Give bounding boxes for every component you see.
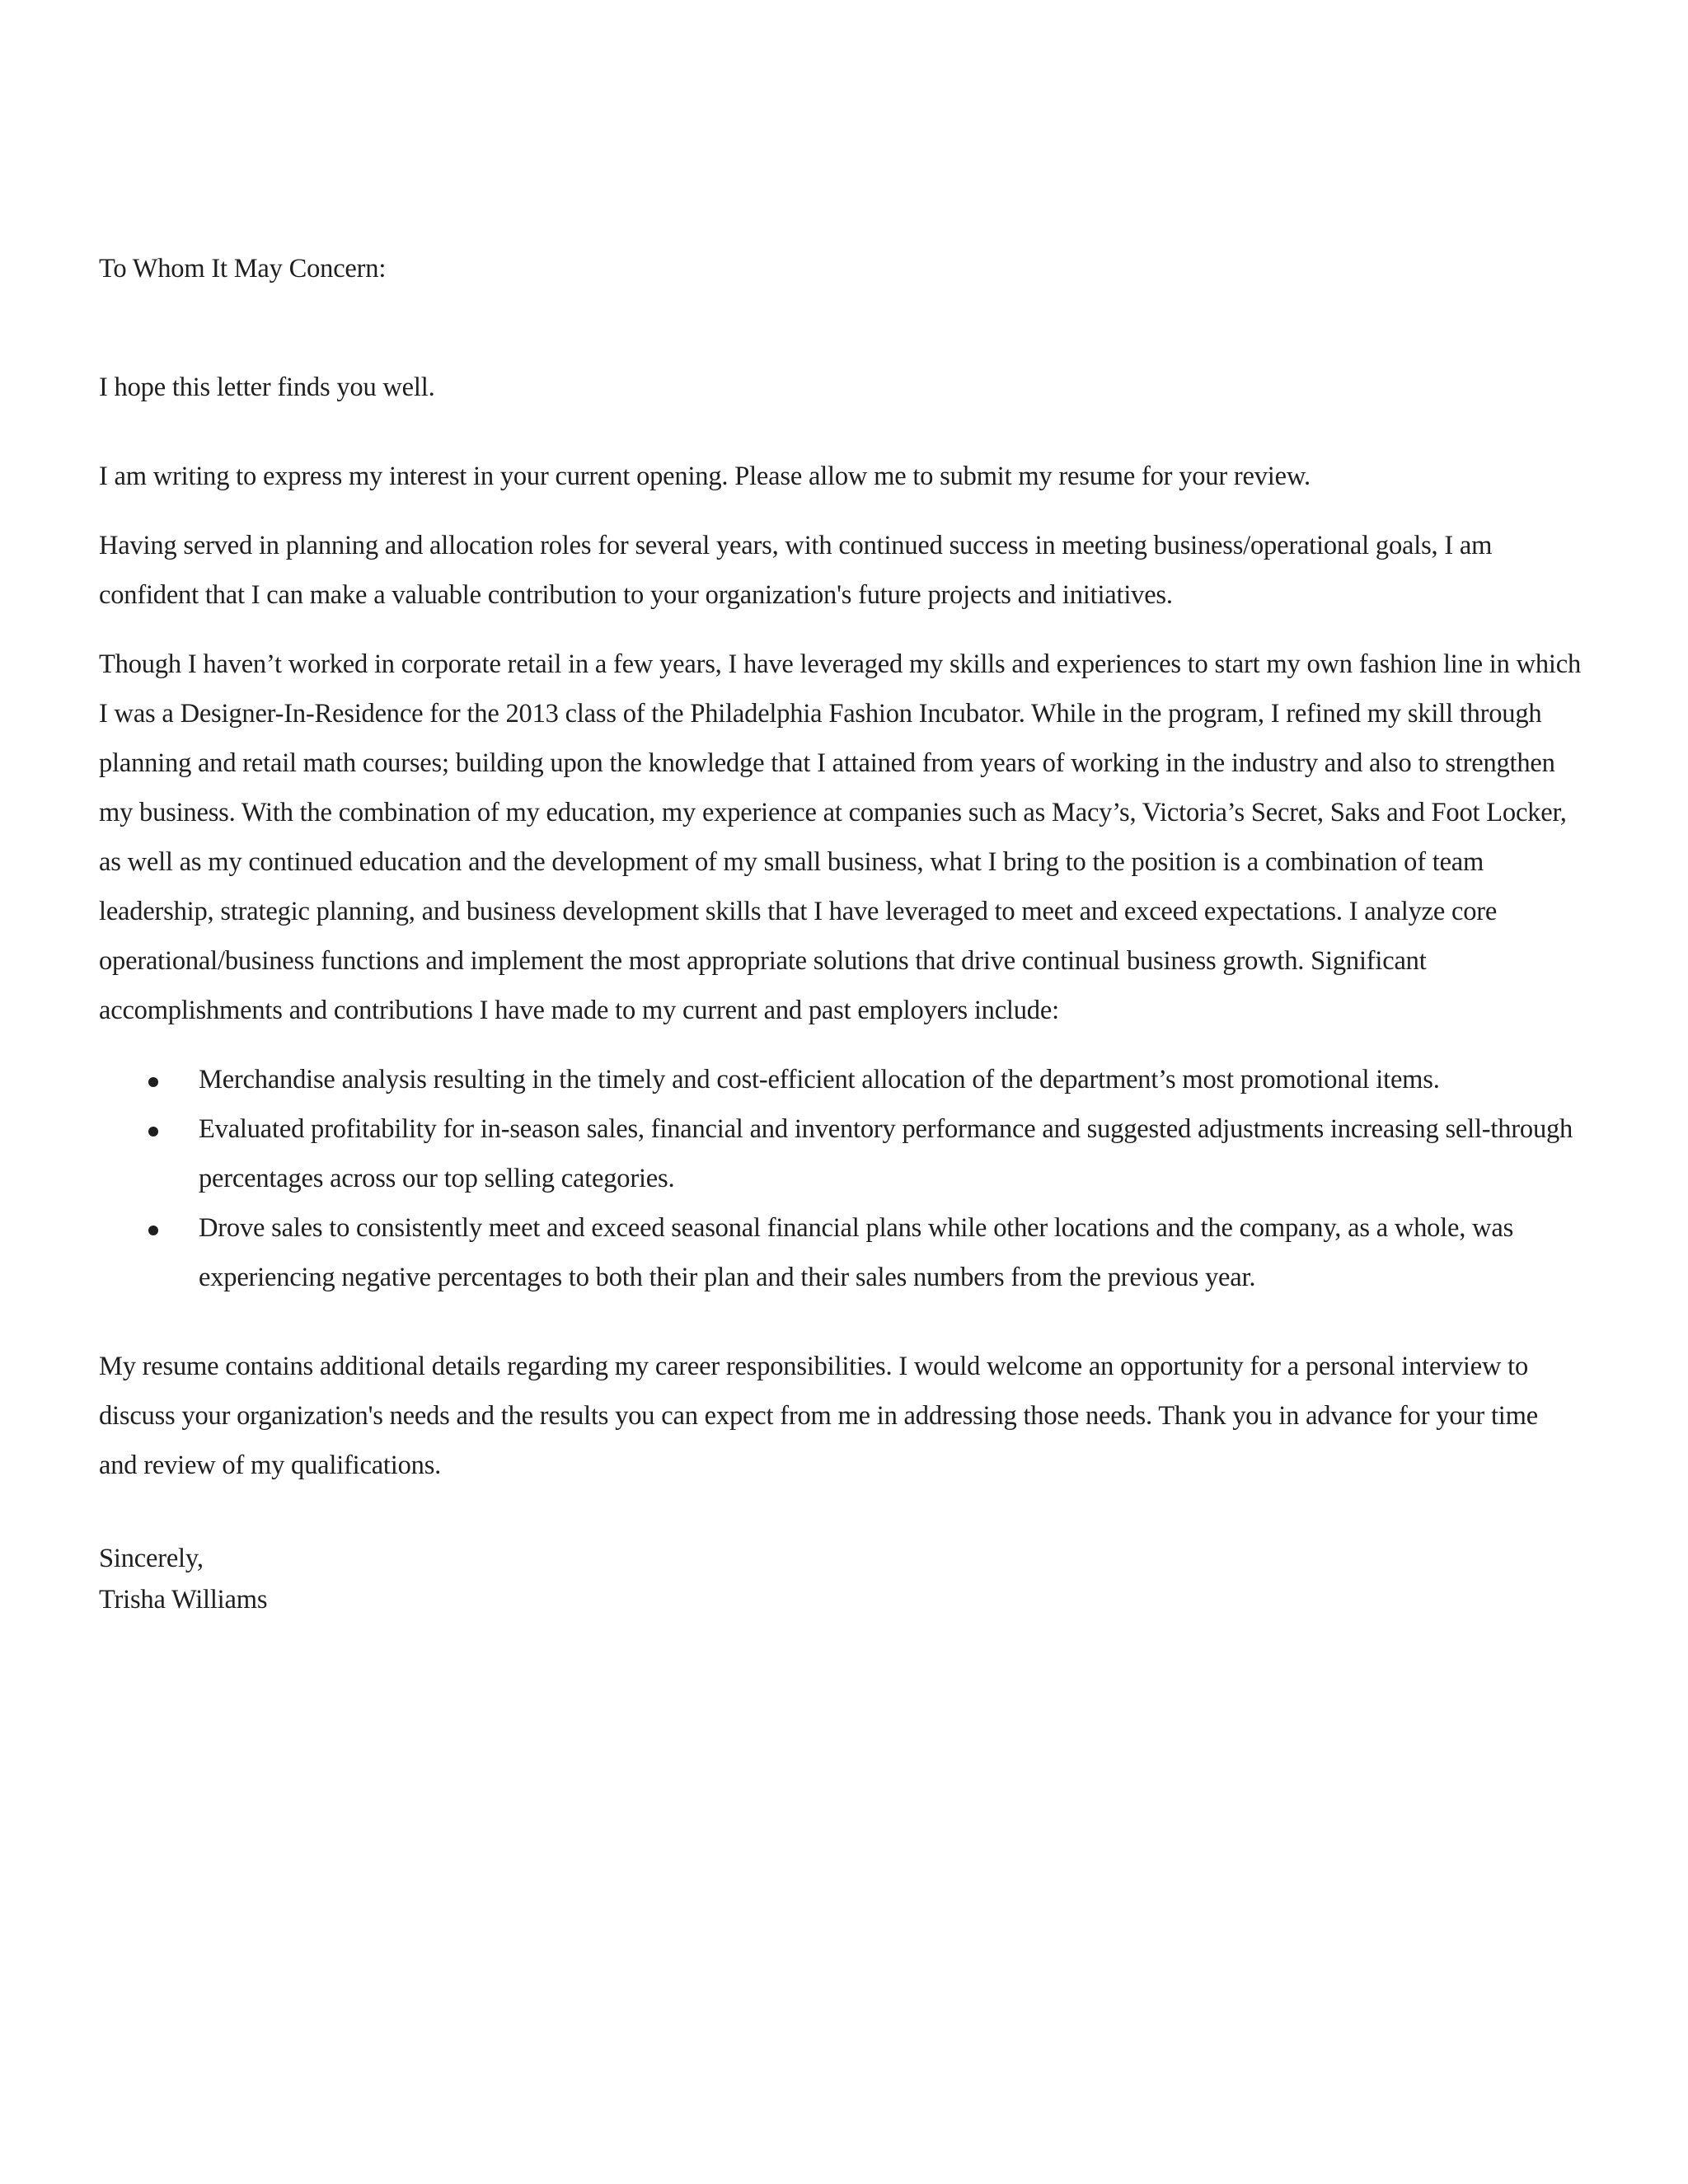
paragraph-experience: Having served in planning and allocation roles for several years, with continued success in meeting business/operational goals, I am confident that I can make a valuable contribution to your organization's future projects and initiatives. [99,531,1493,610]
paragraph-interest: I am writing to express my interest in your current opening. Please allow me to submit my resume for your review. [99,462,1311,491]
signature-name: Trisha Williams [99,1585,268,1615]
salutation: To Whom It May Concern: [99,254,387,284]
bullet-icon [148,1077,158,1087]
paragraph-background: Though I haven’t worked in corporate retail in a few years, I have leveraged my skills and experiences to start my own fashion line in which I was a Designer-In-Residence for the 2013 class of the Philadelphia Fashion Incubator. While in the program, I refined my skill through planning and retail math courses; building upon the knowledge that I attained from years of working in the industry and also to strengthen my business. With the combination of my education, my experience at companies such as Macy’s, Victoria’s Secret, Saks and Foot Locker, as well as my continued education and the development of my small business, what I bring to the position is a combination of team leadership, strategic planning, and business development skills that I have leveraged to meet and exceed expectations. I analyze core operational/business functions and implement the most appropriate solutions that drive continual business growth. Significant accomplishments and contributions I have made to my current and past employers include: [99,649,1582,1025]
accomplishments-list [99,1055,1582,1302]
list-item-text: Drove sales to consistently meet and exceed seasonal financial plans while other locations and the company, as a whole, was experiencing negative percentages to both their plan and their sales numbers from the previous year. [199,1213,1514,1292]
bullet-icon [148,1226,158,1235]
bullet-icon [148,1127,158,1137]
closing: Sincerely, [99,1544,204,1573]
list-item-text: Evaluated profitability for in-season sales, financial and inventory performance and suggested adjustments increasing sell-through percentages across our top selling categories. [199,1114,1573,1193]
list-item [99,1055,1582,1104]
letter-body [99,244,1582,1620]
greeting: I hope this letter finds you well. [99,373,435,402]
list-item [99,1104,1582,1203]
list-item [99,1203,1582,1302]
list-item-text: Merchandise analysis resulting in the timely and cost-efficient allocation of the department’s most promotional items. [199,1065,1440,1094]
paragraph-closing-request: My resume contains additional details regarding my career responsibilities. I would welcome an opportunity for a personal interview to discuss your organization's needs and the results you can expect from me in addressing those needs. Thank you in advance for your time and review of my qualifications. [99,1352,1538,1480]
